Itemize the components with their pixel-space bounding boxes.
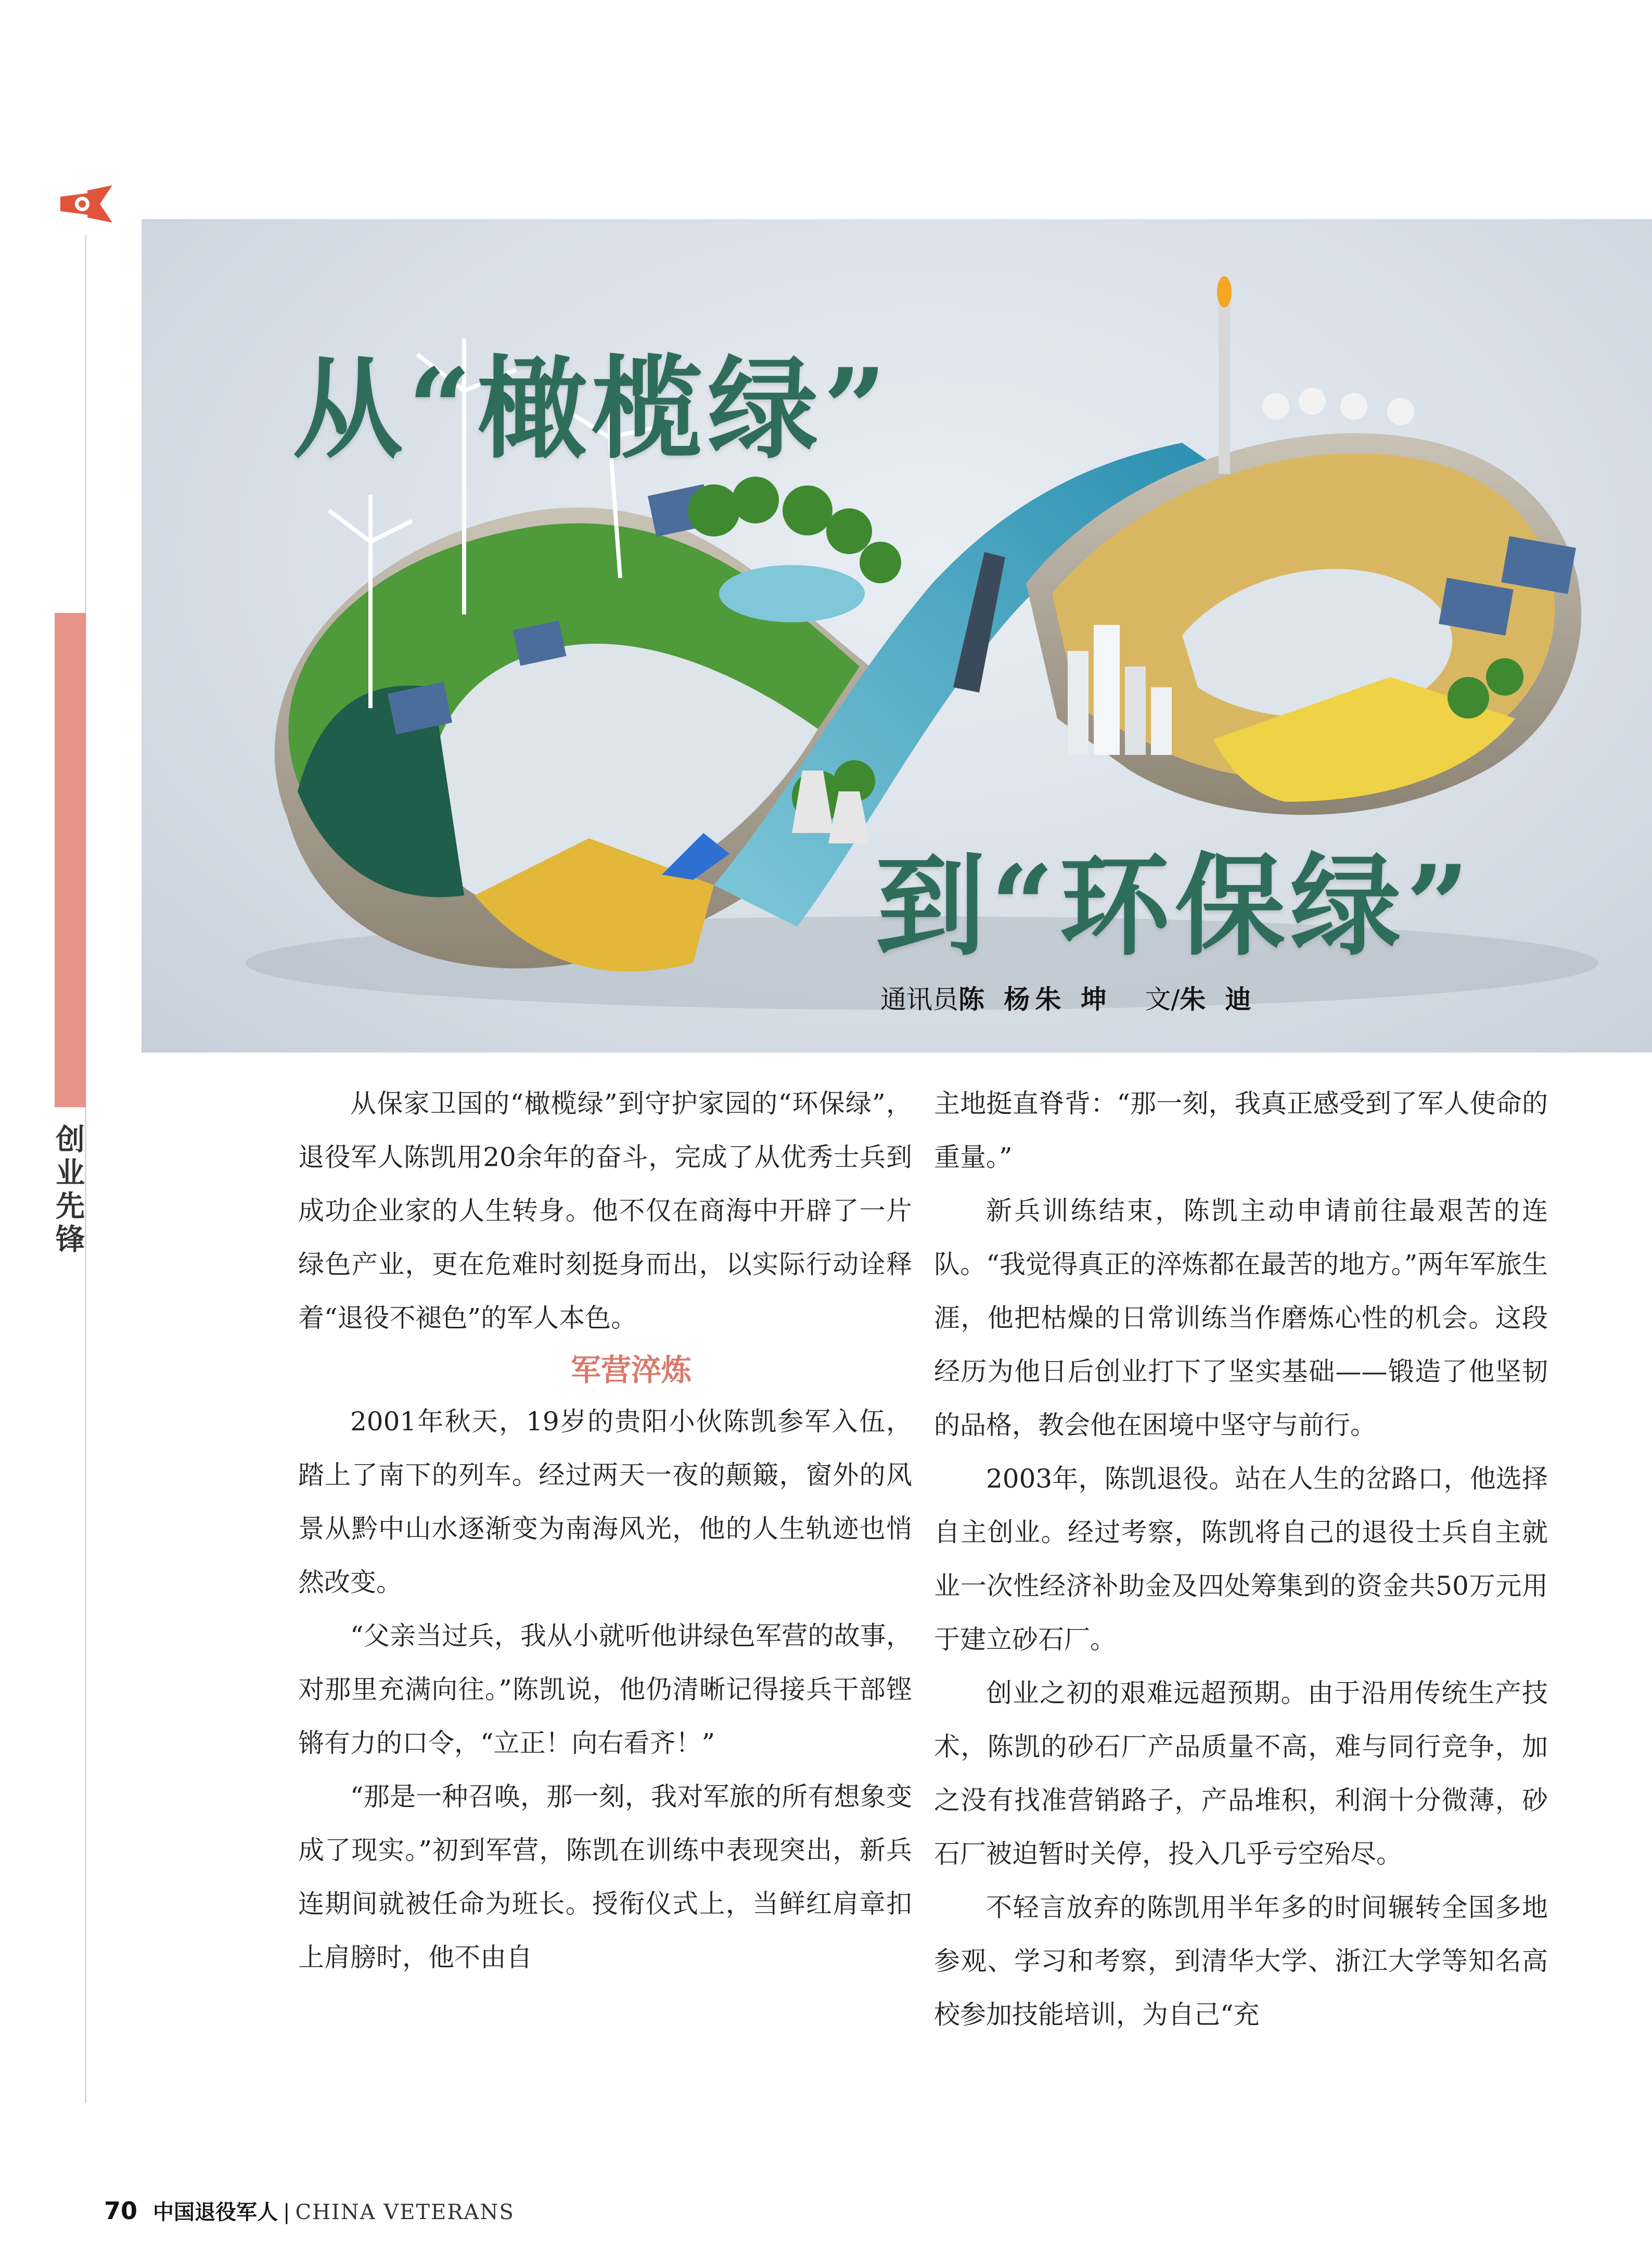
section-color-bar xyxy=(55,613,86,1107)
section-label: 创业先锋 xyxy=(51,1124,85,1257)
magazine-name-cn: 中国退役军人 xyxy=(153,2200,278,2224)
article-title-line2: 到“环保绿” xyxy=(875,841,1475,970)
paragraph: 主地挺直脊背：“那一刻，我真正感受到了军人使命的重量。” xyxy=(934,1088,1548,1172)
paragraph: 创业之初的艰难远超预期。由于沿用传统生产技术，陈凯的砂石厂产品质量不高，难与同行竞争，加之没有找准营销路子，产品堆积，利润十分微薄，砂石厂被迫暂时关停，投入几乎亏空殆尽。 xyxy=(934,1678,1548,1869)
byline-author: 朱 迪 xyxy=(1180,984,1257,1015)
paragraph: 2003年，陈凯退役。站在人生的岔路口，他选择自主创业。经过考察，陈凯将自己的退役士兵自主就业一次性经济补助金及四处筹集到的资金共50万元用于建立砂石厂。 xyxy=(934,1464,1548,1655)
byline-reporter-role: 通讯员 xyxy=(880,984,958,1015)
article-column-right xyxy=(934,1077,1548,2042)
hero-illustration xyxy=(142,219,1652,1053)
paragraph: 从保家卫国的“橄榄绿”到守护家园的“环保绿”，退役军人陈凯用20余年的奋斗，完成了从优秀士兵到成功企业家的人生转身。他不仅在商海中开辟了一片绿色产业，更在危难时刻挺身而出，以实际行动诠释着“退役不褪色”的军人本色。 xyxy=(298,1088,912,1333)
byline-author-role: 文/ xyxy=(1145,984,1180,1015)
page-footer xyxy=(104,2196,515,2225)
paragraph: 2001年秋天，19岁的贵阳小伙陈凯参军入伍，踏上了南下的列车。经过两天一夜的颠簸，窗外的风景从黔中山水逐渐变为南海风光，他的人生轨迹也悄然改变。 xyxy=(298,1406,912,1597)
section-subheading: 军营淬炼 xyxy=(570,1352,691,1388)
paragraph: “父亲当过兵，我从小就听他讲绿色军营的故事，对那里充满向往。”陈凯说，他仍清晰记得接兵干部铿锵有力的口令，“立正！向右看齐！” xyxy=(298,1621,912,1758)
paragraph: 不轻言放弃的陈凯用半年多的时间辗转全国多地参观、学习和考察，到清华大学、浙江大学等知名高校参加技能培训，为自己“充 xyxy=(934,1892,1548,2030)
byline-reporters: 陈 杨朱 坤 xyxy=(958,984,1112,1015)
byline xyxy=(880,979,1257,1016)
paragraph: 新兵训练结束，陈凯主动申请前往最艰苦的连队。“我觉得真正的淬炼都在最苦的地方。”两年军旅生涯，他把枯燥的日常训练当作磨炼心性的机会。这段经历为他日后创业打下了坚实基础——锻造了他坚韧的品格，教会他在困境中坚守与前行。 xyxy=(934,1196,1548,1440)
article-title-line1: 从“橄榄绿” xyxy=(292,344,892,473)
magazine-name-en: CHINA VETERANS xyxy=(295,2200,515,2224)
page-number: 70 xyxy=(104,2197,138,2225)
paragraph: “那是一种召唤，那一刻，我对军旅的所有想象变成了现实。”初到军营，陈凯在训练中表现突出，新兵连期间就被任命为班长。授衔仪式上，当鲜红肩章扣上肩膀时，他不由自 xyxy=(298,1782,912,1972)
footer-separator: | xyxy=(283,2200,290,2224)
magazine-logo-icon xyxy=(56,185,114,223)
article-column-left xyxy=(298,1077,912,1984)
